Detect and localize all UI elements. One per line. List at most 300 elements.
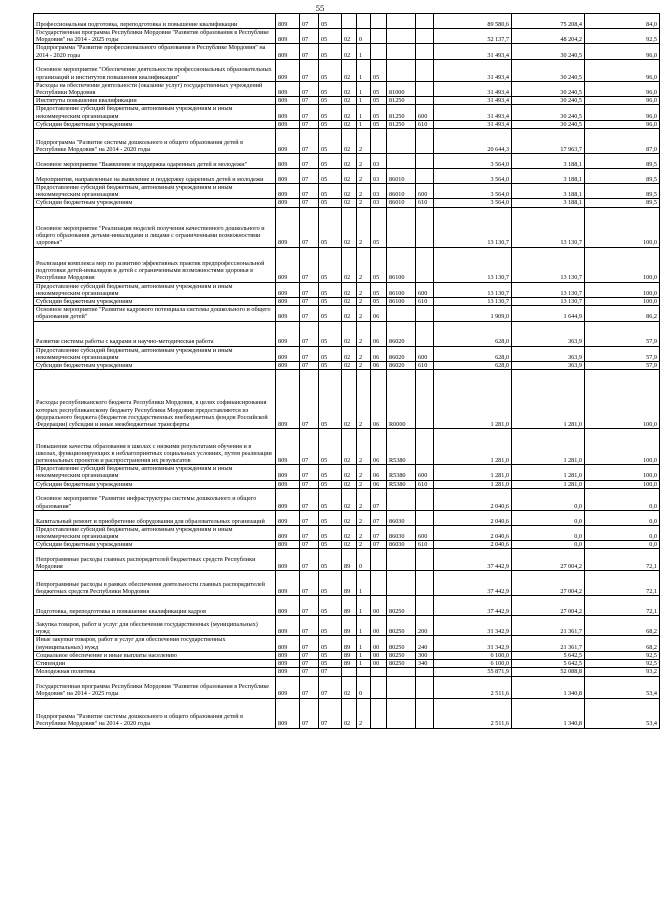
cell-podrazdel: 05 bbox=[319, 14, 342, 29]
table-row bbox=[34, 105, 660, 120]
cell-ved: 809 bbox=[276, 488, 300, 510]
cell-direction: 81250 bbox=[387, 105, 416, 120]
cell-expense-type: 600 bbox=[416, 346, 434, 361]
cell-subprogram: 1 bbox=[357, 105, 371, 120]
cell-direction bbox=[387, 29, 416, 44]
cell-program: 02 bbox=[342, 247, 357, 282]
cell-direction: R5380 bbox=[387, 465, 416, 480]
cell-subprogram: 2 bbox=[357, 282, 371, 297]
cell-subprogram: 2 bbox=[357, 199, 371, 207]
row-name: Основное мероприятие "Выявление и поддержка одаренных детей и молодежи" bbox=[34, 154, 276, 169]
cell-percent: 57,9 bbox=[585, 362, 660, 370]
cell-ved: 809 bbox=[276, 14, 300, 29]
cell-ved: 809 bbox=[276, 306, 300, 321]
cell-podrazdel: 05 bbox=[319, 207, 342, 247]
cell-planned: 37 442,9 bbox=[434, 549, 512, 571]
cell-percent: 89,5 bbox=[585, 184, 660, 199]
table-row bbox=[34, 169, 660, 184]
cell-razdel: 07 bbox=[300, 525, 319, 540]
cell-direction: 86030 bbox=[387, 541, 416, 549]
cell-direction bbox=[387, 668, 416, 676]
cell-expense-type bbox=[416, 29, 434, 44]
cell-activity: 06 bbox=[371, 321, 387, 346]
cell-razdel: 07 bbox=[300, 698, 319, 728]
cell-ved: 809 bbox=[276, 59, 300, 81]
cell-ved: 809 bbox=[276, 525, 300, 540]
cell-activity: 06 bbox=[371, 362, 387, 370]
cell-program: 89 bbox=[342, 549, 357, 571]
cell-subprogram: 2 bbox=[357, 480, 371, 488]
table-row bbox=[34, 44, 660, 59]
cell-subprogram: 1 bbox=[357, 44, 371, 59]
cell-razdel: 07 bbox=[300, 306, 319, 321]
cell-planned: 37 442,9 bbox=[434, 571, 512, 596]
row-name: Стипендии bbox=[34, 660, 276, 668]
cell-activity bbox=[371, 549, 387, 571]
cell-planned: 31 493,4 bbox=[434, 105, 512, 120]
cell-planned: 31 493,4 bbox=[434, 81, 512, 96]
cell-ved: 809 bbox=[276, 510, 300, 525]
cell-planned: 6 100,0 bbox=[434, 651, 512, 659]
cell-direction bbox=[387, 44, 416, 59]
cell-activity bbox=[371, 668, 387, 676]
cell-planned: 89 580,6 bbox=[434, 14, 512, 29]
cell-activity bbox=[371, 29, 387, 44]
cell-expense-type bbox=[416, 81, 434, 96]
cell-program: 02 bbox=[342, 154, 357, 169]
cell-percent: 53,4 bbox=[585, 698, 660, 728]
row-name: Основное мероприятие "Обеспечение деятельности профессиональных образовательных организаций и институтов повышения квалификации" bbox=[34, 59, 276, 81]
cell-executed: 48 204,2 bbox=[512, 29, 585, 44]
table-row bbox=[34, 362, 660, 370]
row-name: Непрограммные расходы в рамках обеспечения деятельности главных распорядителей бюджетных средств Республики Мордовия bbox=[34, 571, 276, 596]
cell-percent: 96,0 bbox=[585, 105, 660, 120]
cell-program: 02 bbox=[342, 480, 357, 488]
cell-ved: 809 bbox=[276, 362, 300, 370]
cell-ved: 809 bbox=[276, 480, 300, 488]
cell-program: 02 bbox=[342, 488, 357, 510]
table-row bbox=[34, 636, 660, 651]
cell-podrazdel: 07 bbox=[319, 676, 342, 698]
cell-podrazdel: 05 bbox=[319, 129, 342, 154]
cell-ved: 809 bbox=[276, 97, 300, 105]
cell-program: 02 bbox=[342, 44, 357, 59]
cell-podrazdel: 05 bbox=[319, 429, 342, 465]
cell-planned: 628,0 bbox=[434, 362, 512, 370]
cell-ved: 809 bbox=[276, 120, 300, 128]
cell-percent: 84,0 bbox=[585, 14, 660, 29]
cell-planned: 628,0 bbox=[434, 321, 512, 346]
cell-subprogram: 1 bbox=[357, 636, 371, 651]
cell-ved: 809 bbox=[276, 169, 300, 184]
cell-planned: 13 130,7 bbox=[434, 282, 512, 297]
cell-subprogram: 2 bbox=[357, 298, 371, 306]
cell-activity: 05 bbox=[371, 120, 387, 128]
row-name: Реализация комплекса мер по развитию эффективных практик предпрофессиональной подготовки детей-инвалидов и детей с ограниченными возможностями здоровья в Республике Мордовия bbox=[34, 247, 276, 282]
cell-activity: 03 bbox=[371, 154, 387, 169]
cell-expense-type bbox=[416, 429, 434, 465]
cell-podrazdel: 05 bbox=[319, 596, 342, 616]
cell-subprogram: 2 bbox=[357, 370, 371, 429]
row-name: Капитальный ремонт и приобретение оборудования для образовательных организаций bbox=[34, 510, 276, 525]
cell-executed: 0,0 bbox=[512, 510, 585, 525]
cell-planned: 52 137,7 bbox=[434, 29, 512, 44]
cell-ved: 809 bbox=[276, 596, 300, 616]
cell-podrazdel: 05 bbox=[319, 282, 342, 297]
row-name: Субсидии бюджетным учреждениям bbox=[34, 199, 276, 207]
cell-executed: 5 642,5 bbox=[512, 651, 585, 659]
cell-direction: R5380 bbox=[387, 480, 416, 488]
cell-executed: 30 240,5 bbox=[512, 105, 585, 120]
cell-activity: 05 bbox=[371, 207, 387, 247]
cell-expense-type bbox=[416, 97, 434, 105]
row-name: Субсидии бюджетным учреждениям bbox=[34, 480, 276, 488]
cell-direction: 81250 bbox=[387, 97, 416, 105]
cell-planned: 3 564,0 bbox=[434, 169, 512, 184]
cell-program: 02 bbox=[342, 541, 357, 549]
cell-podrazdel: 05 bbox=[319, 651, 342, 659]
cell-planned: 55 871,9 bbox=[434, 668, 512, 676]
cell-expense-type bbox=[416, 247, 434, 282]
cell-executed: 5 642,5 bbox=[512, 660, 585, 668]
cell-activity: 00 bbox=[371, 596, 387, 616]
cell-direction: 86010 bbox=[387, 184, 416, 199]
table-row bbox=[34, 698, 660, 728]
cell-subprogram bbox=[357, 668, 371, 676]
row-name: Основное мероприятие "Развитие инфраструктуры системы дошкольного и общего образования" bbox=[34, 488, 276, 510]
cell-podrazdel: 05 bbox=[319, 44, 342, 59]
cell-expense-type: 600 bbox=[416, 184, 434, 199]
cell-direction: 86010 bbox=[387, 169, 416, 184]
cell-razdel: 07 bbox=[300, 636, 319, 651]
row-name: Подпрограмма "Развитие системы дошкольного и общего образования детей в Республике Мордовия" на 2014 - 2020 годы bbox=[34, 129, 276, 154]
cell-ved: 809 bbox=[276, 105, 300, 120]
row-name: Расходы республиканского бюджета Республики Мордовия, в целях софинансирования которых республиканскому бюджету Республики Мордовия предоставляются из федерального бюджета (бюджетов государственных внебюджетных фондов Российской Федерации) субсидии и иные межбюджетные трансферты bbox=[34, 370, 276, 429]
table-row bbox=[34, 429, 660, 465]
cell-razdel: 07 bbox=[300, 370, 319, 429]
table-row bbox=[34, 651, 660, 659]
cell-executed: 30 240,5 bbox=[512, 81, 585, 96]
cell-program: 89 bbox=[342, 616, 357, 636]
cell-program: 02 bbox=[342, 29, 357, 44]
cell-program: 02 bbox=[342, 81, 357, 96]
cell-percent: 68,2 bbox=[585, 636, 660, 651]
table-row bbox=[34, 298, 660, 306]
cell-podrazdel: 05 bbox=[319, 169, 342, 184]
cell-podrazdel: 05 bbox=[319, 549, 342, 571]
cell-activity: 06 bbox=[371, 465, 387, 480]
cell-direction bbox=[387, 676, 416, 698]
cell-podrazdel: 05 bbox=[319, 362, 342, 370]
cell-expense-type: 610 bbox=[416, 120, 434, 128]
table-row bbox=[34, 59, 660, 81]
cell-subprogram: 2 bbox=[357, 541, 371, 549]
table-row bbox=[34, 120, 660, 128]
cell-razdel: 07 bbox=[300, 44, 319, 59]
cell-percent: 100,0 bbox=[585, 480, 660, 488]
cell-podrazdel: 05 bbox=[319, 321, 342, 346]
cell-podrazdel: 05 bbox=[319, 660, 342, 668]
cell-activity: 03 bbox=[371, 184, 387, 199]
cell-program bbox=[342, 668, 357, 676]
cell-activity: 05 bbox=[371, 298, 387, 306]
cell-executed: 3 188,1 bbox=[512, 199, 585, 207]
cell-razdel: 07 bbox=[300, 14, 319, 29]
cell-percent: 96,0 bbox=[585, 81, 660, 96]
cell-executed: 17 963,7 bbox=[512, 129, 585, 154]
cell-planned: 31 493,4 bbox=[434, 120, 512, 128]
cell-subprogram: 1 bbox=[357, 651, 371, 659]
cell-subprogram: 2 bbox=[357, 698, 371, 728]
cell-expense-type: 600 bbox=[416, 282, 434, 297]
cell-podrazdel: 05 bbox=[319, 571, 342, 596]
cell-activity: 06 bbox=[371, 480, 387, 488]
cell-direction: 86100 bbox=[387, 298, 416, 306]
cell-subprogram: 0 bbox=[357, 29, 371, 44]
cell-planned: 2 511,6 bbox=[434, 698, 512, 728]
table-row bbox=[34, 321, 660, 346]
cell-podrazdel: 05 bbox=[319, 97, 342, 105]
cell-podrazdel: 05 bbox=[319, 306, 342, 321]
cell-razdel: 07 bbox=[300, 120, 319, 128]
cell-program: 02 bbox=[342, 105, 357, 120]
cell-ved: 809 bbox=[276, 346, 300, 361]
table-row bbox=[34, 346, 660, 361]
cell-activity: 00 bbox=[371, 616, 387, 636]
table-row bbox=[34, 29, 660, 44]
cell-program: 02 bbox=[342, 184, 357, 199]
cell-activity: 05 bbox=[371, 97, 387, 105]
cell-executed: 3 188,1 bbox=[512, 154, 585, 169]
cell-razdel: 07 bbox=[300, 596, 319, 616]
cell-executed: 21 361,7 bbox=[512, 616, 585, 636]
cell-direction: 80250 bbox=[387, 596, 416, 616]
cell-program: 02 bbox=[342, 370, 357, 429]
cell-ved: 809 bbox=[276, 44, 300, 59]
cell-ved: 809 bbox=[276, 321, 300, 346]
cell-percent: 92,5 bbox=[585, 651, 660, 659]
cell-subprogram: 2 bbox=[357, 129, 371, 154]
cell-activity bbox=[371, 14, 387, 29]
cell-executed: 1 340,8 bbox=[512, 676, 585, 698]
cell-ved: 809 bbox=[276, 465, 300, 480]
cell-executed: 75 208,4 bbox=[512, 14, 585, 29]
cell-percent: 53,4 bbox=[585, 676, 660, 698]
table-row bbox=[34, 247, 660, 282]
cell-podrazdel: 05 bbox=[319, 510, 342, 525]
cell-podrazdel: 05 bbox=[319, 480, 342, 488]
cell-executed: 1 281,0 bbox=[512, 480, 585, 488]
cell-percent: 100,0 bbox=[585, 370, 660, 429]
row-name: Предоставление субсидий бюджетным, автономным учреждениям и иным некоммерческим организациям bbox=[34, 282, 276, 297]
cell-razdel: 07 bbox=[300, 660, 319, 668]
cell-program: 02 bbox=[342, 510, 357, 525]
cell-planned: 2 040,6 bbox=[434, 488, 512, 510]
cell-ved: 809 bbox=[276, 668, 300, 676]
cell-expense-type: 610 bbox=[416, 362, 434, 370]
cell-podrazdel: 05 bbox=[319, 29, 342, 44]
cell-expense-type: 600 bbox=[416, 525, 434, 540]
cell-podrazdel: 05 bbox=[319, 59, 342, 81]
cell-planned: 13 130,7 bbox=[434, 207, 512, 247]
cell-activity: 07 bbox=[371, 510, 387, 525]
cell-planned: 1 909,0 bbox=[434, 306, 512, 321]
cell-percent: 100,0 bbox=[585, 282, 660, 297]
row-name: Субсидии бюджетным учреждениям bbox=[34, 120, 276, 128]
row-name: Предоставление субсидий бюджетным, автономным учреждениям и иным некоммерческим организациям bbox=[34, 105, 276, 120]
cell-razdel: 07 bbox=[300, 169, 319, 184]
cell-direction: 80250 bbox=[387, 616, 416, 636]
cell-razdel: 07 bbox=[300, 480, 319, 488]
cell-program: 02 bbox=[342, 298, 357, 306]
cell-program: 02 bbox=[342, 676, 357, 698]
row-name: Субсидии бюджетным учреждениям bbox=[34, 541, 276, 549]
cell-expense-type bbox=[416, 306, 434, 321]
cell-expense-type: 610 bbox=[416, 541, 434, 549]
table-row bbox=[34, 370, 660, 429]
cell-activity: 00 bbox=[371, 651, 387, 659]
row-name: Государственная программа Республики Мордовия "Развитие образования в Республике Мордовия" на 2014 - 2025 годы bbox=[34, 29, 276, 44]
cell-planned: 2 040,6 bbox=[434, 525, 512, 540]
cell-executed: 21 361,7 bbox=[512, 636, 585, 651]
cell-percent: 100,0 bbox=[585, 207, 660, 247]
cell-podrazdel: 05 bbox=[319, 184, 342, 199]
cell-subprogram: 2 bbox=[357, 207, 371, 247]
cell-program: 89 bbox=[342, 596, 357, 616]
cell-expense-type: 200 bbox=[416, 616, 434, 636]
cell-activity: 06 bbox=[371, 346, 387, 361]
cell-podrazdel: 05 bbox=[319, 81, 342, 96]
cell-subprogram bbox=[357, 14, 371, 29]
cell-expense-type bbox=[416, 510, 434, 525]
cell-activity bbox=[371, 676, 387, 698]
cell-subprogram: 2 bbox=[357, 488, 371, 510]
table-row bbox=[34, 541, 660, 549]
cell-razdel: 07 bbox=[300, 616, 319, 636]
cell-ved: 809 bbox=[276, 636, 300, 651]
table-row bbox=[34, 97, 660, 105]
cell-podrazdel: 05 bbox=[319, 370, 342, 429]
cell-subprogram: 1 bbox=[357, 97, 371, 105]
cell-direction bbox=[387, 306, 416, 321]
cell-podrazdel: 05 bbox=[319, 636, 342, 651]
cell-ved: 809 bbox=[276, 154, 300, 169]
cell-expense-type bbox=[416, 44, 434, 59]
row-name: Расходы на обеспечение деятельности (оказание услуг) государственных учреждений Республики Мордовия bbox=[34, 81, 276, 96]
cell-percent: 0,0 bbox=[585, 525, 660, 540]
cell-percent: 96,0 bbox=[585, 59, 660, 81]
cell-direction: 86100 bbox=[387, 282, 416, 297]
cell-planned: 3 564,0 bbox=[434, 154, 512, 169]
row-name: Основное мероприятие "Реализация моделей получения качественного дошкольного и общего образования детьми-инвалидами и лицами с ограниченными возможностями здоровья" bbox=[34, 207, 276, 247]
cell-program: 02 bbox=[342, 169, 357, 184]
cell-expense-type: 610 bbox=[416, 199, 434, 207]
cell-razdel: 07 bbox=[300, 129, 319, 154]
cell-expense-type bbox=[416, 59, 434, 81]
cell-percent: 89,5 bbox=[585, 154, 660, 169]
cell-activity: 00 bbox=[371, 660, 387, 668]
cell-direction bbox=[387, 571, 416, 596]
cell-executed: 3 188,1 bbox=[512, 184, 585, 199]
row-name: Повышение качества образования в школах с низкими результатами обучения и в школах, функционирующих в неблагоприятных социальных условиях, путем реализации региональных проектов и распространения их результатов bbox=[34, 429, 276, 465]
cell-activity: 03 bbox=[371, 199, 387, 207]
cell-subprogram: 0 bbox=[357, 549, 371, 571]
cell-planned: 3 564,0 bbox=[434, 199, 512, 207]
cell-expense-type: 610 bbox=[416, 298, 434, 306]
cell-subprogram: 2 bbox=[357, 510, 371, 525]
row-name: Непрограммные расходы главных распорядителей бюджетных средств Республики Мордовия bbox=[34, 549, 276, 571]
cell-planned: 1 281,0 bbox=[434, 480, 512, 488]
cell-program: 02 bbox=[342, 199, 357, 207]
cell-program bbox=[342, 14, 357, 29]
row-name: Подпрограмма "Развитие системы дошкольного и общего образования детей в Республике Мордовия" на 2014 - 2020 годы bbox=[34, 698, 276, 728]
cell-expense-type: 610 bbox=[416, 480, 434, 488]
cell-ved: 809 bbox=[276, 81, 300, 96]
cell-subprogram: 2 bbox=[357, 184, 371, 199]
cell-percent: 57,9 bbox=[585, 346, 660, 361]
cell-razdel: 07 bbox=[300, 676, 319, 698]
cell-expense-type bbox=[416, 370, 434, 429]
cell-expense-type bbox=[416, 488, 434, 510]
cell-direction bbox=[387, 488, 416, 510]
cell-activity: 06 bbox=[371, 306, 387, 321]
cell-percent: 96,0 bbox=[585, 120, 660, 128]
cell-razdel: 07 bbox=[300, 81, 319, 96]
row-name: Предоставление субсидий бюджетным, автономным учреждениям и иным некоммерческим организациям bbox=[34, 346, 276, 361]
cell-podrazdel: 05 bbox=[319, 465, 342, 480]
cell-planned: 13 130,7 bbox=[434, 298, 512, 306]
cell-activity: 03 bbox=[371, 169, 387, 184]
cell-direction: 86030 bbox=[387, 525, 416, 540]
cell-direction bbox=[387, 207, 416, 247]
cell-activity: 05 bbox=[371, 81, 387, 96]
cell-subprogram: 2 bbox=[357, 247, 371, 282]
table-row bbox=[34, 465, 660, 480]
row-name: Молодежная политика bbox=[34, 668, 276, 676]
cell-expense-type bbox=[416, 207, 434, 247]
cell-executed: 0,0 bbox=[512, 525, 585, 540]
cell-direction: 81250 bbox=[387, 120, 416, 128]
cell-activity: 05 bbox=[371, 282, 387, 297]
cell-direction: 86020 bbox=[387, 362, 416, 370]
row-name: Государственная программа Республики Мордовия "Развитие образования в Республике Мордовия" на 2014 - 2025 годы bbox=[34, 676, 276, 698]
cell-program: 02 bbox=[342, 465, 357, 480]
cell-direction bbox=[387, 59, 416, 81]
page-number: 55 bbox=[315, 3, 325, 13]
cell-planned: 31 493,4 bbox=[434, 59, 512, 81]
cell-expense-type: 340 bbox=[416, 660, 434, 668]
cell-percent: 68,2 bbox=[585, 616, 660, 636]
cell-expense-type bbox=[416, 129, 434, 154]
cell-direction: 86020 bbox=[387, 346, 416, 361]
cell-podrazdel: 05 bbox=[319, 541, 342, 549]
cell-program: 02 bbox=[342, 97, 357, 105]
cell-percent: 72,1 bbox=[585, 549, 660, 571]
cell-executed: 13 130,7 bbox=[512, 247, 585, 282]
cell-direction: 86100 bbox=[387, 247, 416, 282]
cell-ved: 809 bbox=[276, 29, 300, 44]
cell-program: 89 bbox=[342, 651, 357, 659]
budget-table bbox=[33, 13, 660, 729]
cell-razdel: 07 bbox=[300, 651, 319, 659]
cell-planned: 2 511,6 bbox=[434, 676, 512, 698]
cell-planned: 31 493,4 bbox=[434, 44, 512, 59]
table-row bbox=[34, 14, 660, 29]
cell-expense-type bbox=[416, 14, 434, 29]
cell-razdel: 07 bbox=[300, 29, 319, 44]
cell-razdel: 07 bbox=[300, 510, 319, 525]
table-row bbox=[34, 596, 660, 616]
